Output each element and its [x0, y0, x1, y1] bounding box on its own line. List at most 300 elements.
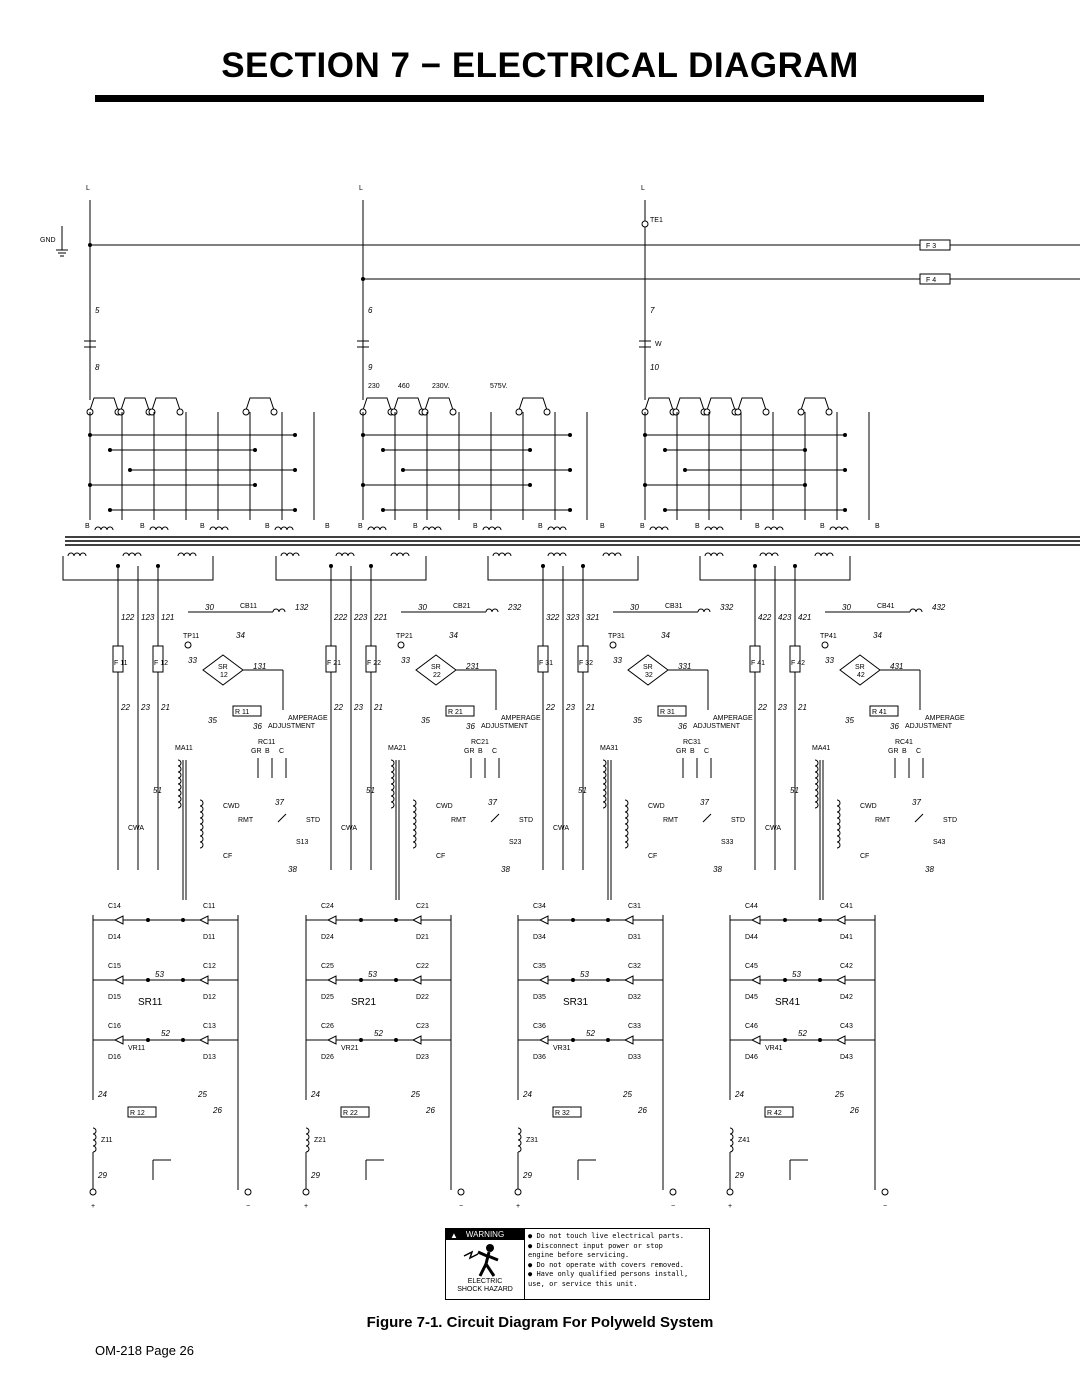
wire-number: 26	[426, 1106, 435, 1115]
junction-dot	[293, 508, 297, 512]
junction-dot	[783, 978, 787, 982]
capacitor-label: C26	[321, 1023, 334, 1030]
rmt-label: RMT	[663, 817, 679, 824]
fuse-secondary	[153, 646, 163, 672]
varistor-label: VR11	[128, 1045, 145, 1052]
switch-label: S33	[721, 839, 734, 846]
amperage-label: AMPERAGE	[713, 715, 753, 722]
capacitor-label: C42	[840, 963, 853, 970]
diode-label: D21	[416, 934, 429, 941]
diode	[328, 916, 336, 924]
fuse-label: F 11	[114, 660, 128, 667]
b-terminal-label: B	[265, 523, 270, 530]
rectifier-label: SR	[431, 664, 441, 671]
cf-label: CF	[860, 853, 870, 860]
wire-number: 432	[932, 603, 946, 612]
fuse-secondary	[790, 646, 800, 672]
resistor-label: R 32	[555, 1110, 570, 1117]
junction-dot	[146, 1038, 150, 1042]
tap-switch	[425, 398, 453, 410]
title-rule	[95, 95, 984, 102]
cwa-label: CWA	[765, 825, 782, 832]
wire-number: 33	[613, 656, 622, 665]
wire-number: 29	[98, 1171, 107, 1180]
wire-number: 38	[713, 865, 722, 874]
wire-number: 38	[501, 865, 510, 874]
varistor-label: VR21	[341, 1045, 359, 1052]
circuit-breaker	[273, 609, 285, 612]
fuse-label: F 41	[751, 660, 766, 667]
wire-number: 321	[586, 613, 600, 622]
junction-dot	[818, 978, 822, 982]
diode	[115, 916, 123, 924]
junction-dot	[663, 448, 667, 452]
switch-label: S13	[296, 839, 309, 846]
amperage-label: ADJUSTMENT	[693, 723, 741, 730]
positive-label: +	[516, 1203, 521, 1210]
voltage-tap-label: 575V.	[490, 383, 508, 390]
diode	[540, 976, 548, 984]
output-terminal	[727, 1189, 733, 1195]
wire-number: 25	[411, 1090, 420, 1099]
wire-number: 53	[368, 970, 377, 979]
secondary-winding	[760, 553, 778, 556]
wire-number: 22	[334, 703, 343, 712]
w-label: W	[655, 341, 662, 348]
wire-number: 53	[155, 970, 164, 979]
junction-dot	[683, 468, 687, 472]
warning-item: use, or service this unit.	[528, 1279, 638, 1288]
wire-number: 34	[873, 631, 882, 640]
diode	[328, 976, 336, 984]
fuse-label: F 22	[367, 660, 382, 667]
tap-switch	[801, 398, 829, 410]
tap-terminal	[271, 409, 277, 415]
wire-number: 37	[275, 798, 284, 807]
wire-number: 30	[418, 603, 427, 612]
cwa-label: CWA	[128, 825, 145, 832]
diode	[837, 976, 845, 984]
std-label: STD	[306, 817, 320, 824]
b-terminal-label: B	[600, 523, 605, 530]
wire-number: 29	[735, 1171, 744, 1180]
resistor-label: R 12	[130, 1110, 145, 1117]
fuse-label: F 32	[579, 660, 594, 667]
wire-number: 53	[792, 970, 801, 979]
warning-caption	[446, 1278, 524, 1294]
diode-label: D14	[108, 934, 121, 941]
cf-label: CF	[648, 853, 658, 860]
secondary-winding	[336, 553, 354, 556]
wire-number: 123	[141, 613, 155, 622]
wire-number: 5	[95, 306, 100, 315]
diode-label: D22	[416, 994, 429, 1001]
junction-dot	[571, 918, 575, 922]
positive-label: +	[304, 1203, 309, 1210]
negative-label: −	[883, 1203, 888, 1210]
capacitor-label: C22	[416, 963, 429, 970]
diode-label: D24	[321, 934, 334, 941]
wire-number: 24	[98, 1090, 107, 1099]
diode	[837, 916, 845, 924]
rectifier-label: 32	[645, 672, 653, 679]
wire-number: 331	[678, 662, 692, 671]
voltage-tap-label: 460	[398, 383, 410, 390]
resistor-label: R 42	[767, 1110, 782, 1117]
wire-number: 21	[374, 703, 383, 712]
thermal-protector	[822, 642, 828, 648]
primary-winding	[368, 527, 386, 530]
wire-number: 23	[566, 703, 575, 712]
wire-number: 223	[354, 613, 368, 622]
capacitor-label: C41	[840, 903, 853, 910]
wire-number: 52	[374, 1029, 383, 1038]
junction-dot	[818, 1038, 822, 1042]
wire-number: 34	[236, 631, 245, 640]
junction-dot	[359, 1038, 363, 1042]
output-terminal	[245, 1189, 251, 1195]
wire-number: 33	[401, 656, 410, 665]
junction-dot	[253, 483, 257, 487]
tap-switch	[676, 398, 704, 410]
wire-number: 23	[354, 703, 363, 712]
wire-number: 30	[205, 603, 214, 612]
wire-number: 36	[678, 722, 687, 731]
wire-number: 9	[368, 363, 373, 372]
diode	[200, 1036, 208, 1044]
rectifier-stack-label: SR21	[351, 997, 377, 1008]
b-terminal-label: B	[473, 523, 478, 530]
diode-label: D42	[840, 994, 853, 1001]
fuse-label: F 21	[327, 660, 342, 667]
selector-switch	[915, 814, 923, 822]
warning-caption-line-1: ELECTRIC	[467, 1278, 503, 1285]
wire-number: 322	[546, 613, 560, 622]
wire-number: 26	[850, 1106, 859, 1115]
wire-number: 52	[798, 1029, 807, 1038]
mag-amp-label: MA21	[388, 745, 407, 752]
secondary-winding	[705, 553, 723, 556]
negative-label: −	[671, 1203, 676, 1210]
rc-terminal-label: C	[704, 748, 710, 755]
diode-label: D23	[416, 1054, 429, 1061]
rmt-label: RMT	[875, 817, 891, 824]
secondary-winding	[493, 553, 511, 556]
wire-number: 34	[661, 631, 670, 640]
rc-terminal-label: C	[492, 748, 498, 755]
thermal-protector	[610, 642, 616, 648]
wire-number: 30	[842, 603, 851, 612]
cwd-label: CWD	[436, 803, 453, 810]
junction-dot	[359, 978, 363, 982]
wire-number: 26	[638, 1106, 647, 1115]
tap-terminal	[826, 409, 832, 415]
rc-terminal-label: C	[279, 748, 285, 755]
capacitor-label: C34	[533, 903, 546, 910]
wire-number: 52	[161, 1029, 170, 1038]
wire-number: 23	[141, 703, 150, 712]
warning-item: ● Have only qualified persons install,	[528, 1270, 688, 1280]
junction-dot	[843, 468, 847, 472]
junction-dot	[181, 1038, 185, 1042]
b-terminal-label: B	[875, 523, 880, 530]
selector-switch	[491, 814, 499, 822]
tap-terminal	[118, 409, 124, 415]
junction-dot	[528, 483, 532, 487]
varistor-label: VR41	[765, 1045, 783, 1052]
diode	[625, 916, 633, 924]
b-terminal-label: B	[820, 523, 825, 530]
wire-number: 21	[798, 703, 807, 712]
diode	[115, 1036, 123, 1044]
mag-amp-coil	[391, 760, 394, 808]
capacitor-label: C32	[628, 963, 641, 970]
secondary-winding	[391, 553, 409, 556]
mag-amp-label: MA41	[812, 745, 831, 752]
cf-label: CF	[436, 853, 446, 860]
wire-number: 53	[580, 970, 589, 979]
capacitor-label: C25	[321, 963, 334, 970]
wire-number: 24	[523, 1090, 532, 1099]
wire-number: 21	[161, 703, 170, 712]
gnd-label: GND	[40, 237, 56, 244]
resistor-label: R 31	[660, 709, 675, 716]
diode	[540, 1036, 548, 1044]
figure-caption: Figure 7-1. Circuit Diagram For Polyweld System	[366, 1314, 714, 1331]
wire-number: 423	[778, 613, 792, 622]
diode	[115, 976, 123, 984]
warning-left-panel	[446, 1229, 525, 1299]
capacitor-label: C14	[108, 903, 121, 910]
switch-label: S43	[933, 839, 946, 846]
wire-number: 6	[368, 306, 373, 315]
fuse-label: F 4	[926, 277, 937, 284]
capacitor-label: C45	[745, 963, 758, 970]
voltage-tap-label: 230	[368, 383, 380, 390]
cwd-label: CWD	[223, 803, 240, 810]
wire-number: 22	[546, 703, 555, 712]
diode	[625, 1036, 633, 1044]
tap-terminal	[177, 409, 183, 415]
wire-number: 35	[421, 716, 430, 725]
diode-label: D34	[533, 934, 546, 941]
tap-switch	[246, 398, 274, 410]
junction-dot	[818, 918, 822, 922]
tap-switch	[738, 398, 766, 410]
junction-dot	[359, 918, 363, 922]
control-winding	[625, 800, 628, 848]
control-winding	[837, 800, 840, 848]
primary-winding	[830, 527, 848, 530]
circuit-breaker	[910, 609, 922, 612]
fuse-secondary	[326, 646, 336, 672]
primary-winding	[423, 527, 441, 530]
junction-dot	[128, 468, 132, 472]
page-number: OM-218 Page 26	[95, 1343, 195, 1358]
diode-label: D16	[108, 1054, 121, 1061]
resistor-label: R 41	[872, 709, 887, 716]
tap-terminal	[391, 409, 397, 415]
wire-number: 10	[650, 363, 659, 372]
junction-dot	[293, 433, 297, 437]
inductor-label: Z31	[526, 1137, 539, 1144]
wire-number: 8	[95, 363, 100, 372]
wire-number: 51	[153, 786, 162, 795]
warning-header	[446, 1229, 524, 1240]
std-label: STD	[731, 817, 745, 824]
junction-dot	[108, 448, 112, 452]
voltage-tap-label: 230V.	[432, 383, 450, 390]
tap-switch	[90, 398, 118, 410]
rc-terminal-label: C	[916, 748, 922, 755]
wire-number: 21	[586, 703, 595, 712]
electrical-diagram	[0, 180, 1080, 1220]
fuse-label: F 42	[791, 660, 806, 667]
wire-number: 36	[466, 722, 475, 731]
junction-dot	[253, 448, 257, 452]
output-terminal	[303, 1189, 309, 1195]
diode-label: D44	[745, 934, 758, 941]
remote-control-label: RC11	[258, 739, 276, 746]
capacitor-label: C21	[416, 903, 429, 910]
rc-terminal-label: B	[478, 748, 483, 755]
remote-control-label: RC21	[471, 739, 489, 746]
secondary-winding	[548, 553, 566, 556]
wire-number: 122	[121, 613, 135, 622]
diode-label: D12	[203, 994, 216, 1001]
warning-item: ● Disconnect input power or stop	[528, 1242, 688, 1252]
inductor-label: Z41	[738, 1137, 751, 1144]
wire-number: 22	[121, 703, 130, 712]
rc-terminal-label: B	[265, 748, 270, 755]
capacitor-label: C43	[840, 1023, 853, 1030]
primary-winding	[650, 527, 668, 530]
secondary-winding	[815, 553, 833, 556]
diode-label: D46	[745, 1054, 758, 1061]
stabilizer-inductor	[306, 1128, 309, 1152]
diode-label: D35	[533, 994, 546, 1001]
wire-number: 35	[208, 716, 217, 725]
rectifier-label: SR	[218, 664, 228, 671]
circuit-breaker	[486, 609, 498, 612]
cwa-label: CWA	[341, 825, 358, 832]
secondary-winding	[281, 553, 299, 556]
primary-winding	[548, 527, 566, 530]
warning-caption-line-2: SHOCK HAZARD	[457, 1286, 513, 1293]
junction-dot	[146, 918, 150, 922]
wire-number: 37	[912, 798, 921, 807]
wire-number: 51	[366, 786, 375, 795]
amperage-label: AMPERAGE	[925, 715, 965, 722]
wire-number: 25	[835, 1090, 844, 1099]
tp-label: TP21	[396, 633, 413, 640]
rc-terminal-label: GR	[464, 748, 475, 755]
warning-item: engine before servicing.	[528, 1251, 630, 1260]
amperage-label: ADJUSTMENT	[268, 723, 316, 730]
wire-number: 38	[288, 865, 297, 874]
wire-number: 25	[623, 1090, 632, 1099]
tap-terminal	[798, 409, 804, 415]
fuse-secondary	[750, 646, 760, 672]
wire-number: 38	[925, 865, 934, 874]
b-terminal-label: B	[640, 523, 645, 530]
junction-dot	[571, 978, 575, 982]
wire-number: 36	[253, 722, 262, 731]
tap-switch	[363, 398, 391, 410]
tap-terminal	[735, 409, 741, 415]
varistor-label: VR31	[553, 1045, 571, 1052]
breaker-label: CB21	[453, 603, 471, 610]
fuse-secondary	[578, 646, 588, 672]
primary-winding	[210, 527, 228, 530]
wire-number: 131	[253, 662, 267, 671]
negative-label: −	[246, 1203, 251, 1210]
junction-dot	[108, 508, 112, 512]
thermal-protector	[185, 642, 191, 648]
primary-winding	[705, 527, 723, 530]
positive-label: +	[91, 1203, 96, 1210]
wire-number: 231	[466, 662, 480, 671]
junction-dot	[568, 508, 572, 512]
capacitor-label: C23	[416, 1023, 429, 1030]
fuse-label: F 31	[539, 660, 554, 667]
junction-dot	[381, 448, 385, 452]
output-terminal	[670, 1189, 676, 1195]
wire-number: 29	[311, 1171, 320, 1180]
line-label: L	[359, 185, 363, 192]
stabilizer-inductor	[730, 1128, 733, 1152]
remote-control-label: RC41	[895, 739, 913, 746]
junction-dot	[394, 918, 398, 922]
terminal-te1	[642, 221, 648, 227]
mag-amp-coil	[178, 760, 181, 808]
breaker-label: CB11	[240, 603, 257, 610]
junction-dot	[568, 468, 572, 472]
junction-dot	[381, 508, 385, 512]
diode-label: D11	[203, 934, 216, 941]
breaker-label: CB31	[665, 603, 683, 610]
rmt-label: RMT	[238, 817, 254, 824]
section-title: SECTION 7 − ELECTRICAL DIAGRAM	[221, 46, 859, 85]
diode	[413, 1036, 421, 1044]
capacitor-label: C11	[203, 903, 216, 910]
resistor-label: R 22	[343, 1110, 358, 1117]
fuse-label: F 3	[926, 243, 937, 250]
shock-hazard-icon	[462, 1242, 508, 1278]
wire-number: 232	[508, 603, 522, 612]
rectifier-label: SR	[643, 664, 653, 671]
tp-label: TP11	[183, 633, 200, 640]
diode	[200, 976, 208, 984]
capacitor-label: C36	[533, 1023, 546, 1030]
capacitor-label: C46	[745, 1023, 758, 1030]
wire-number: 7	[650, 306, 655, 315]
rectifier-label: 22	[433, 672, 441, 679]
tap-terminal	[450, 409, 456, 415]
wire-number: 222	[334, 613, 348, 622]
b-terminal-label: B	[695, 523, 700, 530]
rc-terminal-label: GR	[888, 748, 899, 755]
junction-dot	[293, 468, 297, 472]
junction-dot	[783, 918, 787, 922]
std-label: STD	[943, 817, 957, 824]
cwd-label: CWD	[648, 803, 665, 810]
mag-amp-label: MA11	[175, 745, 193, 752]
b-terminal-label: B	[325, 523, 330, 530]
junction-dot	[606, 918, 610, 922]
selector-switch	[278, 814, 286, 822]
junction-dot	[606, 1038, 610, 1042]
